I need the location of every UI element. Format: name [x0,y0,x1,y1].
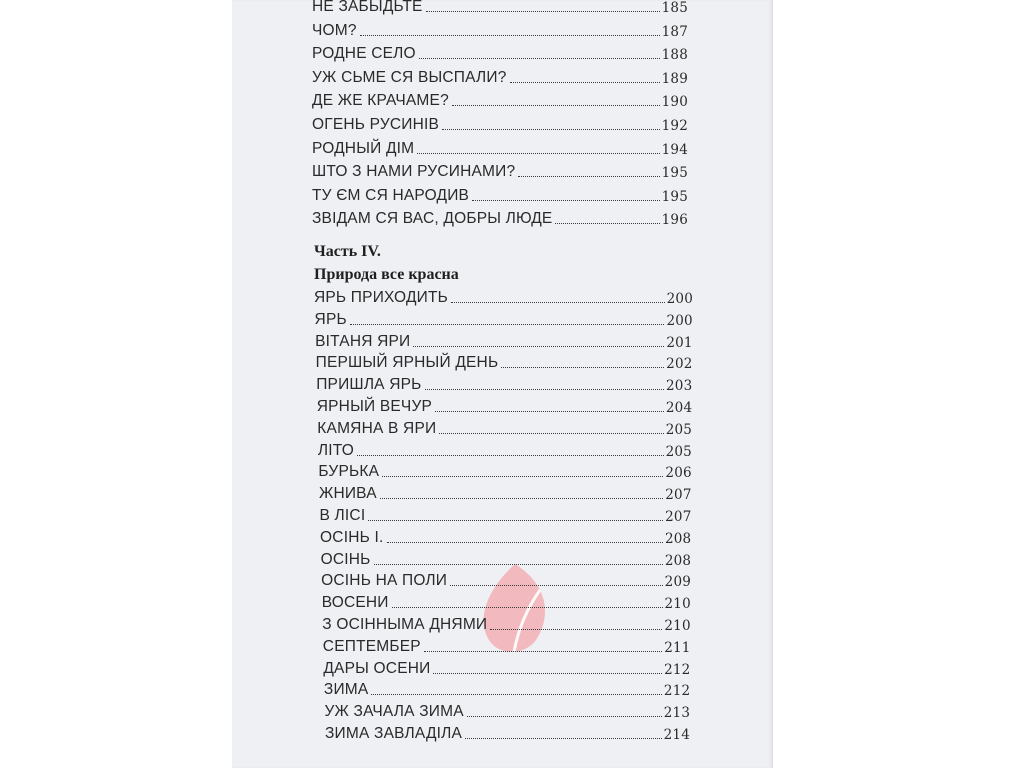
toc-entry [317,394,693,416]
toc-entry-title: В ЛІСІ [319,507,366,524]
toc-entry-page-number: 210 [664,596,691,613]
toc-entry-title: ТУ ЄМ СЯ НАРОДИВ [312,186,470,204]
toc-entry-title: ЗИМА ЗАВЛАДІЛА [325,725,463,742]
toc-entry-page-number: 188 [661,47,688,64]
dot-leader [413,346,664,347]
toc-entry-page-number: 190 [661,94,688,111]
toc-entry-page-number: 185 [661,0,688,16]
toc-entry-page-number: 213 [663,705,691,722]
dot-leader [501,367,664,368]
toc-entry [323,634,691,656]
toc-entry [324,677,690,699]
toc-entry-title: РОДНЫЙ ДІМ [312,139,415,157]
dot-leader [450,585,663,586]
toc-entry-title: ДЕ ЖЕ КРАЧАМЕ? [312,92,449,110]
dot-leader [368,520,663,521]
toc-entry-title: ОГЕНЬ РУСИНІВ [312,116,440,133]
toc-entry-page-number: 195 [661,188,688,205]
toc-entry [312,65,688,87]
toc-entry-page-number: 209 [664,574,692,591]
toc-entry [321,547,692,569]
toc-entry [316,350,693,372]
toc-entry-page-number: 189 [661,70,688,87]
toc-entry [318,459,691,481]
toc-entry [312,136,688,158]
dot-leader [426,11,660,12]
dot-leader [490,629,662,630]
toc-entry-page-number: 214 [663,727,690,743]
dot-leader [472,200,660,201]
toc-entry-page-number: 195 [661,165,688,182]
toc-entry-page-number: 200 [666,291,693,307]
part-heading: Часть IV. [314,243,381,260]
dot-leader [433,673,662,674]
dot-leader [465,738,662,739]
toc-entry-page-number: 194 [661,141,688,158]
dot-leader [371,694,661,695]
toc-entry-page-number: 212 [663,683,691,700]
toc-entry-title: ЗИМА [323,681,369,699]
dot-leader [442,129,660,130]
dot-leader [350,324,665,325]
toc-entry-title: ЧОМ? [312,21,357,39]
toc-entry-title: ПЕРШЫЙ ЯРНЫЙ ДЕНЬ [315,354,499,372]
toc-entry [312,183,688,205]
toc-entry-page-number: 196 [661,212,688,229]
toc-entry-title: ПРИШЛА ЯРЬ [316,376,422,394]
toc-entry [314,285,693,307]
dot-leader [419,58,660,59]
dot-leader [425,389,664,390]
toc-entry [323,656,690,678]
toc-entry [319,481,692,503]
toc-entry-page-number: 204 [665,400,693,416]
toc-entry-page-number: 208 [664,530,692,547]
dot-leader [374,564,663,565]
toc-entry-title: ВОСЕНИ [321,594,389,612]
toc-entry-title: ОСІНЬ [320,550,371,568]
toc-entry [320,525,691,547]
toc-entry [312,41,688,63]
toc-entry-page-number: 200 [666,312,693,329]
dot-leader [439,433,663,434]
toc-entry-title: ШТО З НАМИ РУСИНАМИ? [312,163,516,181]
toc-entry [320,503,692,525]
toc-entry-page-number: 207 [665,487,692,504]
toc-entry-page-number: 203 [666,378,693,395]
part-title: Природа все красна [314,266,459,283]
dot-leader [467,716,662,717]
toc-entry-title: КАМЯНА В ЯРИ [317,419,437,437]
toc-entry-title: ЯРНЫЙ ВЕЧУР [316,398,433,415]
toc-entry-title: З ОСІННЫМА ДНЯМИ [322,616,488,633]
toc-entry-page-number: 205 [665,421,693,438]
toc-entry-title: УЖ ЗАЧАЛА ЗИМА [324,703,464,721]
dot-leader [380,498,664,499]
toc-entry [315,329,693,351]
toc-entry-title: БУРЬКА [318,463,380,481]
toc-entry [312,18,688,40]
toc-entry-title: ЖНИВА [318,485,377,503]
toc-entry [317,416,692,438]
toc-entry-title: СЕПТЕМБЕР [322,637,421,655]
toc-entry-title: НЕ ЗАБЫДЬТЕ [312,0,423,15]
toc-entry-page-number: 192 [661,118,688,134]
toc-entry-page-number: 208 [664,552,692,569]
toc-entry [322,612,691,634]
toc-entry [324,699,690,721]
dot-leader [424,651,662,652]
toc-entry-page-number: 202 [666,356,693,373]
toc-entry [315,307,693,329]
dot-leader [451,302,665,303]
toc-entry-title: ОСІНЬ I. [320,528,384,546]
toc-entry [316,372,692,394]
toc-entry-page-number: 206 [665,465,692,482]
toc-entry-page-number: 212 [664,661,691,678]
dot-leader [435,411,664,412]
toc-entry [325,721,690,743]
toc-entry [322,590,691,612]
toc-entry-title: ДАРЫ ОСЕНИ [323,659,431,677]
toc-entry-page-number: 207 [665,509,692,525]
toc-entry [321,568,691,590]
toc-entry-title: ЯРЬ ПРИХОДИТЬ [314,289,449,306]
dot-leader [392,607,663,608]
toc-entry-page-number: 210 [664,618,691,634]
toc-entry [312,206,688,228]
toc-entry [312,88,688,110]
toc-entry-title: РОДНЕ СЕЛО [312,45,416,63]
toc-entry [312,159,688,181]
dot-leader [452,105,660,106]
dot-leader [357,455,664,456]
dot-leader [387,542,663,543]
dot-leader [510,82,660,83]
toc-entry-title: ЯРЬ [314,310,347,328]
toc-entry-title: ЗВІДАМ СЯ ВАС, ДОБРЫ ЛЮДЕ [312,210,553,228]
toc-entry-page-number: 205 [665,443,692,460]
toc-entry-title: ВІТАНЯ ЯРИ [315,332,411,350]
dot-leader [382,476,663,477]
toc-entry-title: УЖ СЬМЕ СЯ ВЫСПАЛИ? [312,68,507,86]
dot-leader [555,223,659,224]
dot-leader [360,35,660,36]
toc-entry [312,112,688,134]
toc-entry-page-number: 211 [664,639,691,656]
toc-entry [318,438,692,460]
dot-leader [417,153,659,154]
toc-entry [312,0,688,16]
toc-entry-title: ЛІТО [317,441,354,459]
toc-entry-page-number: 187 [661,23,688,40]
toc-entry-title: ОСІНЬ НА ПОЛИ [321,572,448,590]
toc-entry-page-number: 201 [666,334,693,351]
dot-leader [518,176,659,177]
